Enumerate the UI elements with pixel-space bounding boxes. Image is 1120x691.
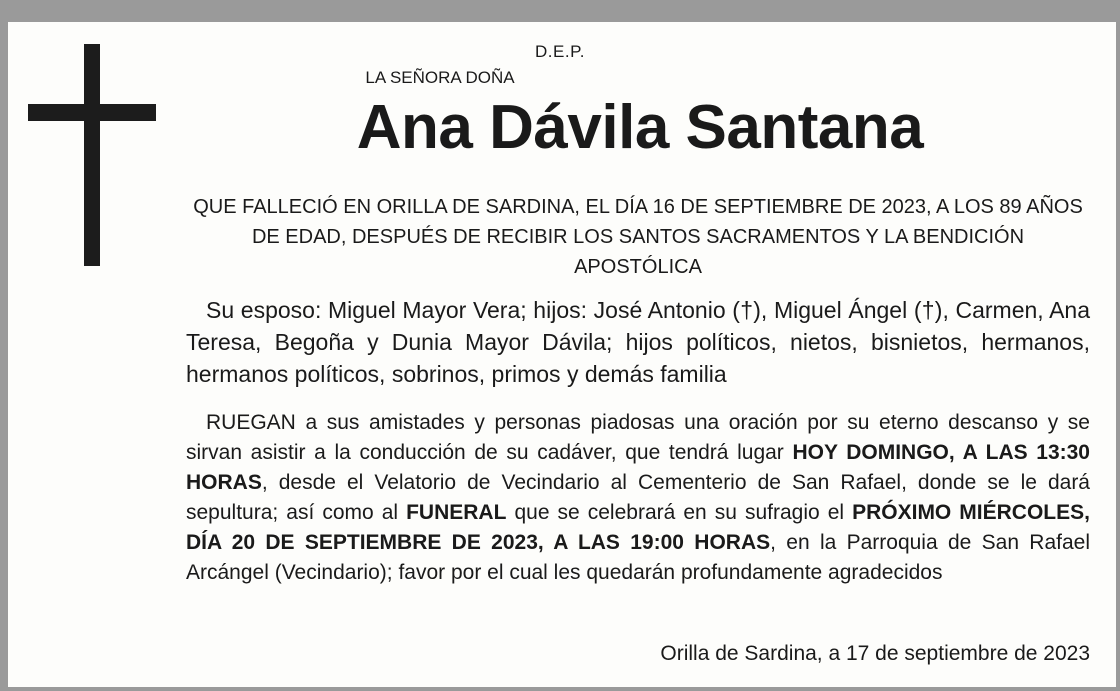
burial-time: HOY DOMINGO, A LAS 13:30 HORAS — [186, 441, 1090, 494]
service-text-3: que se celebrará en su sufragio el — [506, 501, 853, 524]
family-paragraph: Su esposo: Miguel Mayor Vera; hijos: José Antonio (†), Miguel Ángel (†), Carmen, Ana Teresa, Begoña y Dunia Mayor Dávila; hijos políticos, nietos, bisnietos, hermanos, hermanos políticos, sobrinos, primos y demás familia — [186, 297, 1090, 387]
service-paragraph — [186, 408, 1090, 588]
cross-icon-bar — [28, 104, 156, 121]
funeral-date: PRÓXIMO MIÉRCOLES, DÍA 20 DE SEPTIEMBRE DE 2023, A LAS 19:00 HORAS — [186, 501, 1090, 554]
cross-icon — [84, 44, 100, 266]
title-prefix: LA SEÑORA DOÑA — [365, 68, 515, 87]
service-text-1: RUEGAN a sus amistades y personas piadosas una oración por su eterno descanso y se sirvan asistir a la conducción de su cadáver, que tendrá lugar — [186, 411, 1090, 464]
dep-heading: D.E.P. — [535, 42, 585, 61]
deceased-name: Ana Dávila Santana — [356, 93, 924, 162]
service-text-2: , desde el Velatorio de Vecindario al Cementerio de San Rafael, donde se le dará sepultura; así como al — [186, 471, 1090, 524]
dateline: Orilla de Sardina, a 17 de septiembre de 2023 — [660, 642, 1090, 665]
death-details: QUE FALLECIÓ EN ORILLA DE SARDINA, EL DÍA 16 DE SEPTIEMBRE DE 2023, A LOS 89 AÑOS DE EDAD, DESPUÉS DE RECIBIR LOS SANTOS SACRAMENTOS Y LA BENDICIÓN APOSTÓLICA — [193, 196, 1083, 278]
service-text-4: , en la Parroquia de San Rafael Arcángel (Vecindario); favor por el cual les quedarán profundamente agradecidos — [186, 531, 1091, 584]
funeral-label: FUNERAL — [406, 501, 507, 524]
